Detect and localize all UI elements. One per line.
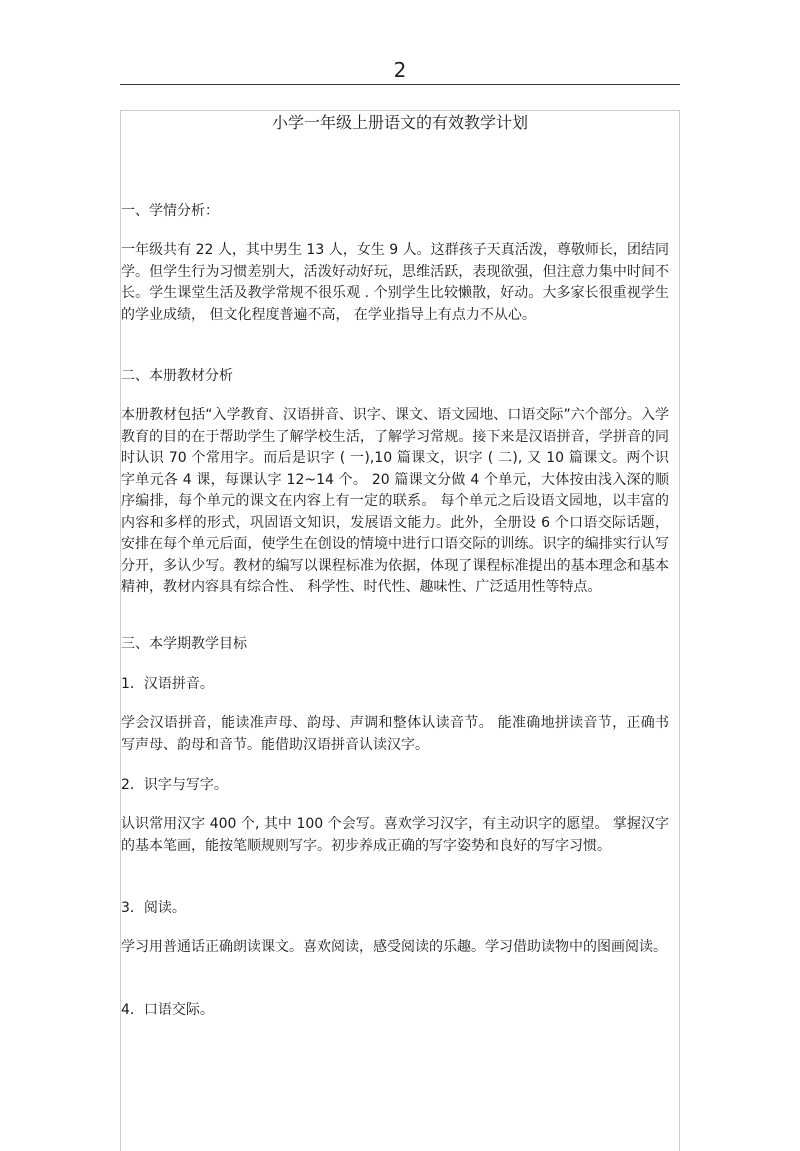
goal-heading-oral-communication: 4．口语交际。 [121,1002,214,1018]
paragraph-student-analysis: 一年级共有 22 人，其中男生 13 人，女生 9 人。这群孩子天真活泼，尊敬师长，团结同学。但学生行为习惯差别大，活泼好动好玩，思维活跃，表现欲强，但注意力集中时间不长。学生课堂生活及教学常规不很乐观 . 个别学生比较懒散，好动。大多家长很重视学生的学业成绩， 但文化程度普遍不高， 在学业指导上有点力不从心。 [121,242,669,323]
page-number: 2 [393,58,407,82]
paragraph-pinyin: 学会汉语拼音，能读准声母、韵母、声调和整体认读音节。 能准确地拼读音节，正确书写声母、韵母和音节。能借助汉语拼音认读汉字。 [121,715,669,753]
paragraph-textbook-analysis: 本册教材包括“入学教育、汉语拼音、识字、课文、语文园地、口语交际”六个部分。入学教育的目的在于帮助学生了解学校生活，了解学习常规。接下来是汉语拼音，学拼音的同时认识 70 个常用字。而后是识字 ( 一),10 篇课文，识字 ( 二), 又 10 篇课文。两个识字单元各 4 课，每课认字 12~14 个。 20 篇课文分做 4 个单元，大体按由浅入深的顺序编排，每个单元的课文在内容上有一定的联系。 每个单元之后设语文园地，以丰富的内容和多样的形式，巩固语文知识，发展语文能力。此外，全册设 6 个口语交际话题，安排在每个单元后面，使学生在创设的情境中进行口语交际的训练。识字的编排实行认写分开，多认少写。教材的编写以课程标准为依据，体现了课程标准提出的基本理念和基本精神，教材内容具有综合性、 科学性、时代性、趣味性、广泛适用性等特点。 [121,407,669,595]
header-rule [120,84,680,85]
goal-heading-literacy: 2．识字与写字。 [121,777,228,793]
document-title: 小学一年级上册语文的有效教学计划 [271,113,528,132]
section-heading-textbook-analysis: 二、本册教材分析 [121,368,233,384]
section-heading-student-analysis: 一、学情分析： [121,203,219,219]
section-heading-teaching-goals: 三、本学期教学目标 [121,636,247,652]
goal-heading-pinyin: 1．汉语拼音。 [121,676,214,692]
paragraph-reading: 学习用普通话正确朗读课文。喜欢阅读，感受阅读的乐趣。学习借助读物中的图画阅读。 [121,939,667,955]
goal-heading-reading: 3．阅读。 [121,900,186,916]
paragraph-literacy: 认识常用汉字 400 个, 其中 100 个会写。喜欢学习汉字，有主动识字的愿望。 掌握汉字的基本笔画，能按笔顺规则写字。初步养成正确的写字姿势和良好的写字习惯。 [121,816,669,854]
